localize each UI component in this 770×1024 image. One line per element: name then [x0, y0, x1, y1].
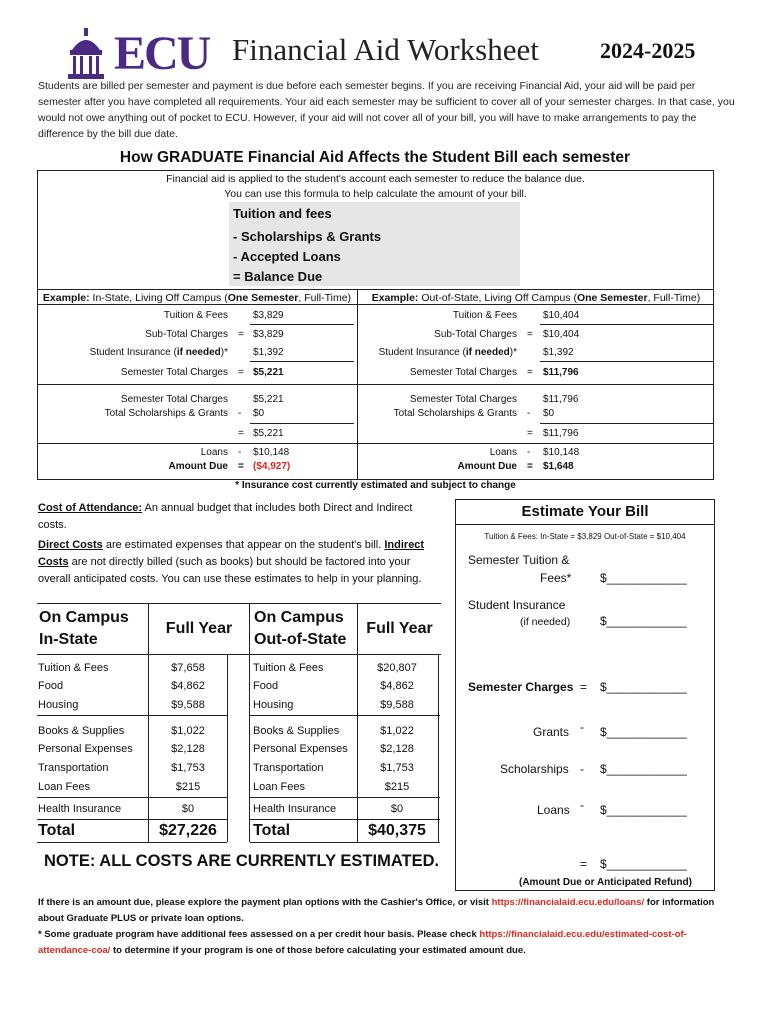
- divider: [37, 819, 227, 820]
- formula-line-2: - Scholarships & Grants: [233, 229, 382, 244]
- instate-subtotal-value: $3,829: [253, 329, 284, 340]
- op-equals: =: [527, 367, 533, 378]
- amount-due-caption: (Amount Due or Anticipated Refund): [519, 877, 692, 888]
- divider: [37, 443, 357, 444]
- footer-fees-note: [38, 927, 738, 959]
- instate-head-line2: In-State: [39, 631, 98, 648]
- divider: [148, 655, 149, 842]
- indirect-costs-label: Indirect Costs: [38, 539, 425, 568]
- divider: [250, 842, 440, 843]
- label-part: if needed: [176, 347, 221, 358]
- divider: [250, 423, 354, 424]
- footer-text: to determine if your program is one of those before calculating your estimated amount due.: [110, 945, 526, 956]
- divider: [357, 384, 714, 385]
- costs-estimated-note: NOTE: ALL COSTS ARE CURRENTLY ESTIMATED.: [44, 852, 440, 870]
- table-row-label: Loan Fees: [253, 781, 305, 793]
- outstate-result-value: $11,796: [543, 428, 579, 439]
- tuition-fees-label-1: Semester Tuition &: [468, 553, 570, 567]
- table-row-label: Health Insurance: [38, 803, 122, 815]
- table-row-label: Books & Supplies: [38, 725, 125, 737]
- op-equals: =: [580, 680, 588, 694]
- table-row-value: $1,022: [380, 725, 414, 737]
- outstate-semester-total-label-2: Semester Total Charges: [409, 394, 517, 405]
- coa-label: Cost of Attendance:: [38, 502, 143, 514]
- divider: [250, 797, 440, 798]
- instate-semester-total-value-2: $5,221: [253, 394, 284, 405]
- heading-part: In-State, Living Off Campus (: [89, 292, 228, 304]
- loans-link[interactable]: https://financialaid.ecu.edu/loans/: [491, 897, 645, 908]
- label-part: Student Insurance (: [378, 347, 466, 358]
- outstate-loans-value: $10,148: [543, 447, 580, 458]
- outstate-semester-total-value: $11,796: [543, 367, 579, 378]
- direct-costs-text: are estimated expenses that appear on the student's bill.: [102, 539, 382, 551]
- insurance-input[interactable]: $____________: [600, 614, 687, 628]
- outstate-total-label: Total: [253, 822, 291, 839]
- heading-part: , Full-Time): [298, 292, 352, 304]
- op-equals: =: [527, 428, 533, 439]
- divider: [250, 819, 440, 820]
- footer-payment-note: [38, 895, 738, 927]
- outstate-tuition-value: $10,404: [543, 310, 580, 321]
- table-row-value: $9,588: [380, 699, 414, 711]
- example-instate-heading: [37, 289, 357, 305]
- instate-semester-total-value: $5,221: [253, 367, 284, 378]
- table-row-value: $9,588: [171, 699, 205, 711]
- label-part: if needed: [465, 347, 510, 358]
- divider: [357, 443, 714, 444]
- divider: [249, 655, 250, 842]
- label-part: )*: [509, 347, 517, 358]
- tuition-fees-input[interactable]: $____________: [600, 571, 687, 585]
- direct-costs-label: Direct Costs: [38, 539, 103, 551]
- table-row-label: Transportation: [253, 762, 324, 774]
- outstate-insurance-value: $1,392: [543, 347, 574, 358]
- divider: [540, 324, 714, 325]
- cupola-icon: [64, 28, 108, 80]
- outstate-full-year-head: Full Year: [366, 620, 433, 637]
- heading-part: One Semester: [227, 292, 299, 304]
- outstate-head-line2: Out-of-State: [254, 631, 347, 648]
- instate-head-line1: On Campus: [39, 609, 129, 626]
- divider: [438, 655, 439, 842]
- instate-loans-value: $10,148: [253, 447, 290, 458]
- divider: [357, 655, 358, 842]
- op-minus: -: [238, 447, 242, 458]
- op-equals: =: [580, 857, 588, 871]
- table-row-label: Personal Expenses: [253, 743, 348, 755]
- scholarships-label: Scholarships: [500, 762, 569, 776]
- table-row-value: $0: [181, 803, 195, 815]
- instate-total-value: $27,226: [159, 822, 217, 839]
- op-equals: =: [238, 461, 244, 472]
- instate-table-head: [39, 607, 129, 651]
- divider: [250, 324, 354, 325]
- tuition-fees-label-2: Fees*: [540, 571, 572, 585]
- loans-input[interactable]: $____________: [600, 803, 687, 817]
- outstate-subtotal-label: Sub-Total Charges: [434, 329, 517, 340]
- instate-loans-label: Loans: [200, 447, 228, 458]
- insurance-sublabel: (if needed): [520, 616, 571, 628]
- formula-line-3: - Accepted Loans: [233, 249, 341, 264]
- outstate-loans-label: Loans: [489, 447, 517, 458]
- instate-scholarships-label: Total Scholarships & Grants: [104, 408, 228, 419]
- section-title: How GRADUATE Financial Aid Affects the Student Bill each semester: [119, 149, 631, 166]
- outstate-semester-total-value-2: $11,796: [543, 394, 579, 405]
- table-row-value: $215: [175, 781, 201, 793]
- table-row-label: Personal Expenses: [38, 743, 133, 755]
- award-year: 2024-2025: [600, 38, 696, 63]
- table-row-label: Housing: [38, 699, 79, 711]
- instate-subtotal-label: Sub-Total Charges: [145, 329, 228, 340]
- table-row-label: Tuition & Fees: [38, 662, 109, 674]
- divider: [37, 842, 227, 843]
- grants-input[interactable]: $____________: [600, 725, 687, 739]
- op-equals: =: [238, 367, 244, 378]
- example-divider: [357, 305, 358, 480]
- table-row-label: Transportation: [38, 762, 109, 774]
- page-title: Financial Aid Worksheet: [232, 32, 539, 67]
- divider: [250, 715, 440, 716]
- example-prefix: Example:: [371, 292, 419, 304]
- instate-full-year-head: Full Year: [165, 620, 233, 637]
- table-row-value: $1,022: [171, 725, 205, 737]
- grants-label: Grants: [533, 725, 570, 739]
- example-prefix: Example:: [42, 292, 90, 304]
- outstate-insurance-label: [360, 347, 517, 358]
- instate-amount-due-value: ($4,927): [253, 461, 291, 472]
- formula-note-1: Financial aid is applied to the student's account each semester to reduce the balance due.: [166, 173, 585, 185]
- instate-insurance-value: $1,392: [253, 347, 284, 358]
- heading-part: One Semester: [576, 292, 648, 304]
- formula-box: [229, 202, 520, 286]
- insurance-label: Student Insurance: [468, 598, 566, 612]
- divider: [540, 423, 714, 424]
- instate-insurance-label: [60, 347, 228, 358]
- table-row-label: Loan Fees: [38, 781, 90, 793]
- loans-label: Loans: [537, 803, 570, 817]
- estimate-subtitle: Tuition & Fees: In-State = $3,829 Out-of-State = $10,404: [484, 532, 686, 541]
- table-row-value: $215: [384, 781, 410, 793]
- instate-tuition-label: Tuition & Fees: [163, 310, 228, 321]
- table-row-label: Housing: [253, 699, 294, 711]
- op-minus: -: [580, 798, 584, 812]
- op-equals: =: [238, 329, 244, 340]
- divider: [37, 797, 227, 798]
- table-row-value: $0: [390, 803, 404, 815]
- divider: [540, 361, 714, 362]
- outstate-amount-due-label: Amount Due: [457, 461, 517, 472]
- table-row-value: $4,862: [380, 680, 414, 692]
- example-outstate-heading: [357, 289, 714, 305]
- table-row-value: $7,658: [171, 662, 205, 674]
- instate-tuition-value: $3,829: [253, 310, 284, 321]
- table-row-value: $20,807: [377, 662, 417, 674]
- insurance-note: * Insurance cost currently estimated and subject to change: [235, 480, 516, 491]
- estimate-title: Estimate Your Bill: [521, 503, 649, 520]
- semester-charges-label: Semester Charges: [468, 680, 574, 694]
- outstate-tuition-label: Tuition & Fees: [452, 310, 517, 321]
- coa-link[interactable]: https://financialaid.ecu.edu/estimated-cost-of-attendance-coa/: [38, 929, 687, 956]
- op-equals: =: [527, 329, 533, 340]
- formula-line-1: Tuition and fees: [233, 206, 332, 221]
- footer-text: If there is an amount due, please explore the payment plan options with the Cashier's Office, or visit: [38, 897, 492, 908]
- ecu-logo: [64, 28, 212, 80]
- label-part: )*: [220, 347, 228, 358]
- table-row-label: Food: [38, 680, 64, 692]
- divider: [37, 715, 227, 716]
- table-row-label: Health Insurance: [253, 803, 337, 815]
- instate-result-value: $5,221: [253, 428, 284, 439]
- instate-total-label: Total: [38, 822, 76, 839]
- op-equals: =: [238, 428, 244, 439]
- table-row-value: $1,753: [171, 762, 205, 774]
- op-minus: -: [527, 447, 531, 458]
- outstate-amount-due-value: $1,648: [543, 461, 574, 472]
- divider: [37, 384, 357, 385]
- amount-due-input[interactable]: $____________: [600, 857, 687, 871]
- table-row-value: $2,128: [380, 743, 414, 755]
- coa-description: [38, 500, 443, 588]
- instate-scholarships-value: $0: [253, 408, 265, 419]
- outstate-semester-total-label: Semester Total Charges: [409, 367, 517, 378]
- heading-part: Out-of-State, Living Off Campus (: [418, 292, 577, 304]
- intro-paragraph: Students are billed per semester and payment is due before each semester begins. If you are receiving Financial Aid, your aid will be paid per semester after you have completed all requirements. Your aid each semester may be sufficient to cover all of your semester charges. In that case, you would not owe anything out of pocket to ECU. However, if your aid will not cover all of your bill, you will have to make arrangements to pay the difference by the bill due date.: [38, 80, 735, 140]
- instate-amount-due-label: Amount Due: [168, 461, 228, 472]
- outstate-scholarships-label: Total Scholarships & Grants: [393, 408, 517, 419]
- outstate-scholarships-value: $0: [543, 408, 555, 419]
- op-minus: -: [580, 762, 584, 776]
- divider: [227, 655, 228, 842]
- table-row-label: Food: [253, 680, 279, 692]
- table-row-value: $4,862: [171, 680, 205, 692]
- divider: [249, 603, 250, 655]
- table-row-value: $1,753: [380, 762, 414, 774]
- coa-text: An annual budget that includes both Direct and Indirect costs.: [38, 502, 413, 531]
- instate-semester-total-label: Semester Total Charges: [120, 367, 228, 378]
- formula-line-4: = Balance Due: [233, 269, 323, 284]
- op-minus: -: [238, 408, 242, 419]
- logo-text: ECU: [114, 27, 210, 80]
- outstate-head-line1: On Campus: [254, 609, 344, 626]
- divider: [455, 524, 715, 525]
- table-row-label: Tuition & Fees: [253, 662, 324, 674]
- divider: [250, 361, 354, 362]
- outstate-table-head: [254, 607, 346, 651]
- outstate-subtotal-value: $10,404: [543, 329, 580, 340]
- heading-part: , Full-Time): [647, 292, 701, 304]
- indirect-costs-text: are not directly billed (such as books) but should be factored into your overall anticipated costs. You can use these estimates to help in your planning.: [38, 556, 422, 585]
- label-part: Student Insurance (: [89, 347, 177, 358]
- op-minus: -: [527, 408, 531, 419]
- op-equals: =: [527, 461, 533, 472]
- table-row-label: Books & Supplies: [253, 725, 340, 737]
- op-minus: -: [580, 720, 584, 734]
- semester-charges-input[interactable]: $____________: [600, 680, 687, 694]
- footer-text: for information about Graduate PLUS or private loan options.: [38, 897, 715, 924]
- scholarships-input[interactable]: $____________: [600, 762, 687, 776]
- formula-note-2: You can use this formula to help calculate the amount of your bill.: [224, 188, 527, 200]
- outstate-total-value: $40,375: [368, 822, 426, 839]
- instate-semester-total-label-2: Semester Total Charges: [120, 394, 228, 405]
- table-row-value: $2,128: [171, 743, 205, 755]
- footer-text: * Some graduate program have additional fees assessed on a per credit hour basis. Please check: [38, 929, 480, 940]
